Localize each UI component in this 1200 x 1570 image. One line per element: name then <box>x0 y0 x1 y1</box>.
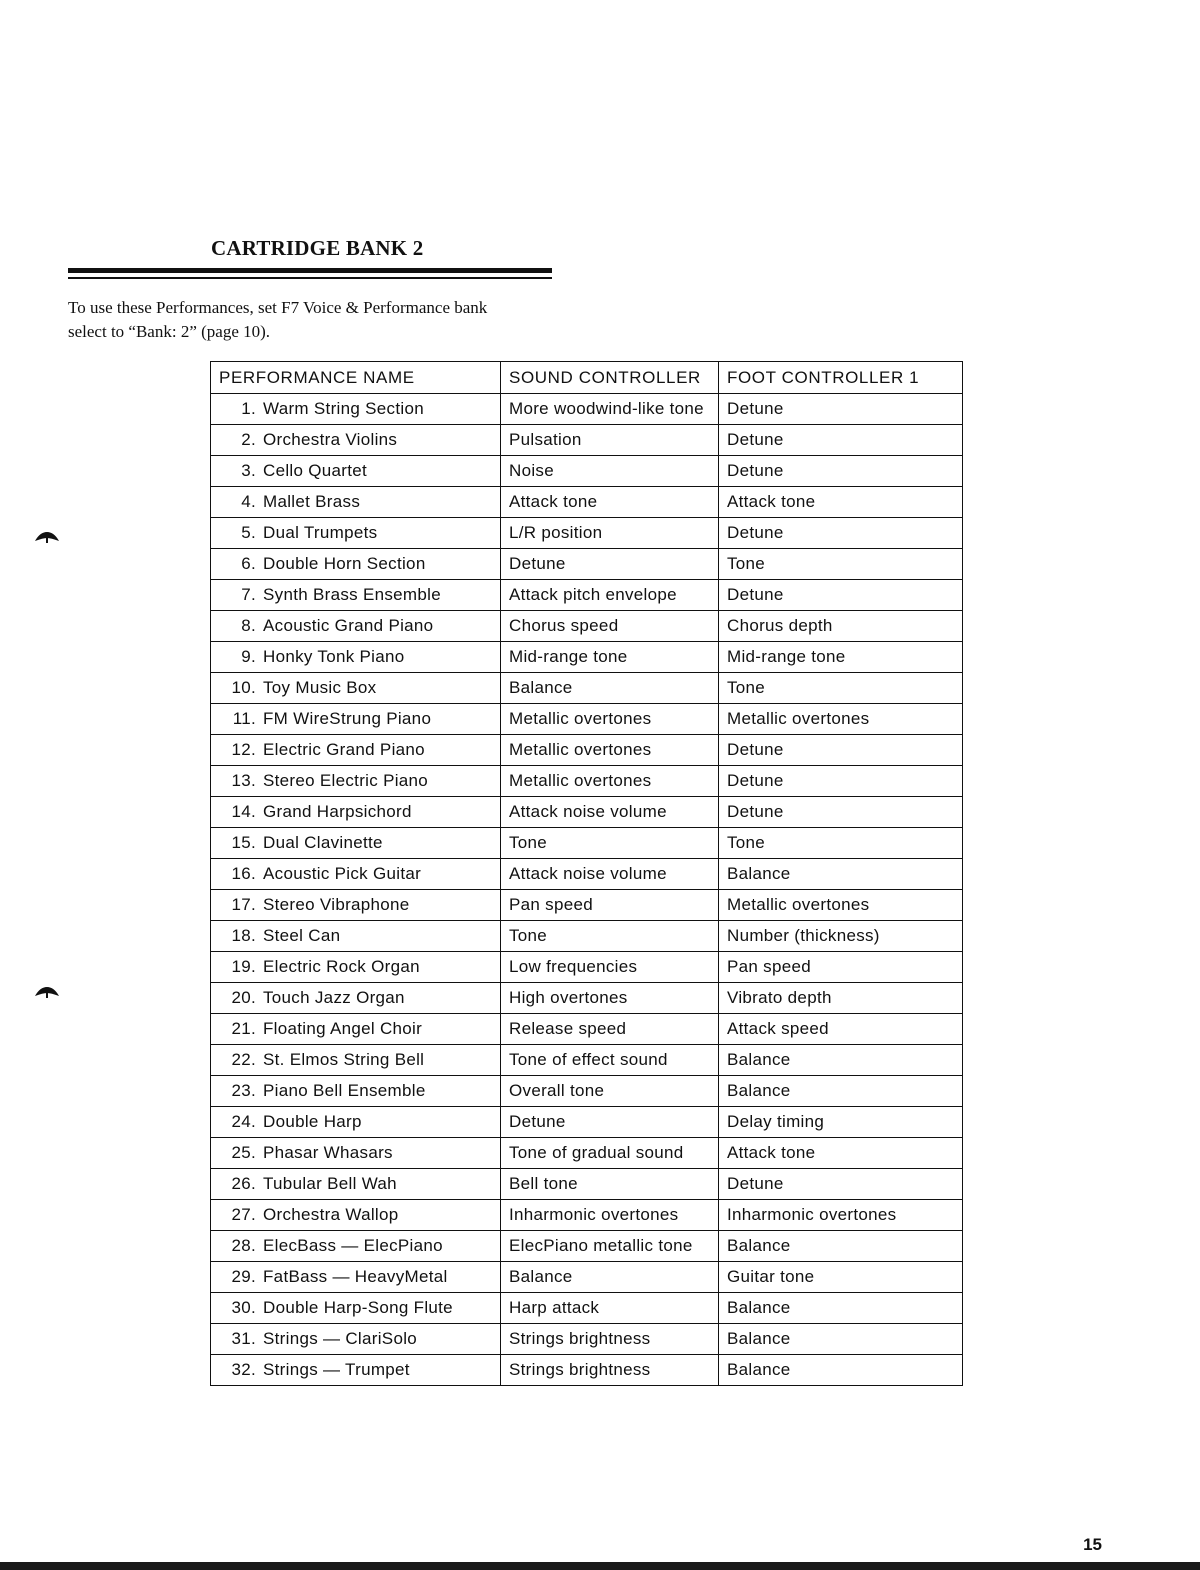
foot-controller-cell: Detune <box>719 456 963 487</box>
performance-name: Steel Can <box>263 926 341 945</box>
page-bottom-edge <box>0 1562 1200 1570</box>
sound-controller-cell: Tone of gradual sound <box>501 1138 719 1169</box>
table-header-row <box>211 362 963 394</box>
foot-controller-cell: Balance <box>719 1045 963 1076</box>
performance-name-cell <box>211 828 501 859</box>
table-row <box>211 673 963 704</box>
table-row <box>211 425 963 456</box>
performance-name-cell <box>211 456 501 487</box>
performance-name: Double Harp <box>263 1112 362 1131</box>
performance-number: 5. <box>241 523 256 542</box>
table-row <box>211 735 963 766</box>
performance-name-cell <box>211 1231 501 1262</box>
performance-number: 30. <box>231 1298 256 1317</box>
performance-name: Double Horn Section <box>263 554 426 573</box>
performance-name: Floating Angel Choir <box>263 1019 423 1038</box>
sound-controller-cell: High overtones <box>501 983 719 1014</box>
performance-name-cell <box>211 1107 501 1138</box>
foot-controller-cell: Attack tone <box>719 1138 963 1169</box>
performance-number: 21. <box>231 1019 256 1038</box>
performance-name: Honky Tonk Piano <box>263 647 405 666</box>
performance-name: Strings — ClariSolo <box>263 1329 418 1348</box>
performance-name: Orchestra Violins <box>263 430 398 449</box>
performance-name-cell <box>211 425 501 456</box>
performance-name: Piano Bell Ensemble <box>263 1081 426 1100</box>
performance-name: Synth Brass Ensemble <box>263 585 441 604</box>
foot-controller-cell: Detune <box>719 394 963 425</box>
foot-controller-cell: Detune <box>719 735 963 766</box>
performance-name: Double Harp-Song Flute <box>263 1298 453 1317</box>
performance-name: Electric Grand Piano <box>263 740 425 759</box>
performance-name-cell <box>211 1138 501 1169</box>
performance-name-cell <box>211 1014 501 1045</box>
performance-number: 10. <box>231 678 256 697</box>
foot-controller-cell: Pan speed <box>719 952 963 983</box>
performance-name: Dual Trumpets <box>263 523 378 542</box>
performance-number: 23. <box>231 1081 256 1100</box>
performance-number: 29. <box>231 1267 256 1286</box>
performance-name-cell <box>211 518 501 549</box>
sound-controller-cell: Bell tone <box>501 1169 719 1200</box>
table-row <box>211 487 963 518</box>
performance-name: Toy Music Box <box>263 678 377 697</box>
table-row <box>211 1324 963 1355</box>
foot-controller-cell: Metallic overtones <box>719 704 963 735</box>
table-row <box>211 1231 963 1262</box>
sound-controller-cell: Strings brightness <box>501 1355 719 1386</box>
sound-controller-cell: Inharmonic overtones <box>501 1200 719 1231</box>
sound-controller-cell: Attack tone <box>501 487 719 518</box>
table-row <box>211 766 963 797</box>
foot-controller-cell: Balance <box>719 1231 963 1262</box>
foot-controller-cell: Balance <box>719 1355 963 1386</box>
sound-controller-cell: Metallic overtones <box>501 704 719 735</box>
foot-controller-cell: Tone <box>719 828 963 859</box>
performance-name-cell <box>211 859 501 890</box>
sound-controller-cell: More woodwind-like tone <box>501 394 719 425</box>
performance-name: Warm String Section <box>263 399 424 418</box>
table-row <box>211 1076 963 1107</box>
sound-controller-cell: Chorus speed <box>501 611 719 642</box>
performance-name: Phasar Whasars <box>263 1143 393 1162</box>
performance-name: Grand Harpsichord <box>263 802 412 821</box>
sound-controller-cell: Pulsation <box>501 425 719 456</box>
performance-name-cell <box>211 487 501 518</box>
sound-controller-cell: Balance <box>501 1262 719 1293</box>
foot-controller-cell: Attack speed <box>719 1014 963 1045</box>
performance-name-cell <box>211 673 501 704</box>
sound-controller-cell: Tone <box>501 921 719 952</box>
performance-number: 25. <box>231 1143 256 1162</box>
table-row <box>211 1045 963 1076</box>
table-row <box>211 952 963 983</box>
foot-controller-cell: Tone <box>719 673 963 704</box>
header-performance-name: PERFORMANCE NAME <box>211 362 501 394</box>
performance-name-cell <box>211 1076 501 1107</box>
heading-rule-thin <box>68 277 552 279</box>
performance-number: 14. <box>231 802 256 821</box>
performance-name: Strings — Trumpet <box>263 1360 410 1379</box>
page-heading: CARTRIDGE BANK 2 <box>211 236 424 260</box>
foot-controller-cell: Balance <box>719 1076 963 1107</box>
table-row <box>211 1014 963 1045</box>
foot-controller-cell: Balance <box>719 1324 963 1355</box>
table-row <box>211 704 963 735</box>
performance-name-cell <box>211 766 501 797</box>
sound-controller-cell: Metallic overtones <box>501 735 719 766</box>
sound-controller-cell: Low frequencies <box>501 952 719 983</box>
sound-controller-cell: Detune <box>501 1107 719 1138</box>
foot-controller-cell: Inharmonic overtones <box>719 1200 963 1231</box>
performance-name-cell <box>211 1355 501 1386</box>
table-row <box>211 983 963 1014</box>
sound-controller-cell: Attack pitch envelope <box>501 580 719 611</box>
performance-name: FatBass — HeavyMetal <box>263 1267 448 1286</box>
performance-name: Mallet Brass <box>263 492 361 511</box>
table-row <box>211 1138 963 1169</box>
performance-number: 4. <box>241 492 256 511</box>
performance-number: 15. <box>231 833 256 852</box>
performance-name-cell <box>211 704 501 735</box>
performance-name: FM WireStrung Piano <box>263 709 432 728</box>
performance-name: Touch Jazz Organ <box>263 988 405 1007</box>
sound-controller-cell: Mid-range tone <box>501 642 719 673</box>
performance-name: Electric Rock Organ <box>263 957 420 976</box>
table-row <box>211 580 963 611</box>
sound-controller-cell: Tone <box>501 828 719 859</box>
performance-name-cell <box>211 983 501 1014</box>
sound-controller-cell: Pan speed <box>501 890 719 921</box>
foot-controller-cell: Balance <box>719 859 963 890</box>
performance-number: 11. <box>232 709 256 728</box>
performance-number: 31. <box>231 1329 256 1348</box>
performance-number: 1. <box>241 399 256 418</box>
sound-controller-cell: ElecPiano metallic tone <box>501 1231 719 1262</box>
performance-name-cell <box>211 1293 501 1324</box>
performance-name-cell <box>211 1169 501 1200</box>
table-row <box>211 797 963 828</box>
performance-name-cell <box>211 642 501 673</box>
performance-name: Cello Quartet <box>263 461 368 480</box>
performance-number: 6. <box>241 554 256 573</box>
foot-controller-cell: Tone <box>719 549 963 580</box>
foot-controller-cell: Guitar tone <box>719 1262 963 1293</box>
performance-number: 26. <box>231 1174 256 1193</box>
performance-number: 9. <box>241 647 256 666</box>
heading-rule-thick <box>68 268 552 273</box>
sound-controller-cell: Balance <box>501 673 719 704</box>
foot-controller-cell: Attack tone <box>719 487 963 518</box>
table-row <box>211 921 963 952</box>
performance-name-cell <box>211 890 501 921</box>
performance-number: 19. <box>231 957 256 976</box>
table-row <box>211 1107 963 1138</box>
performance-name-cell <box>211 1045 501 1076</box>
performance-number: 2. <box>241 430 256 449</box>
table-row <box>211 456 963 487</box>
sound-controller-cell: Metallic overtones <box>501 766 719 797</box>
change-marker-icon <box>34 531 60 543</box>
sound-controller-cell: Attack noise volume <box>501 859 719 890</box>
table-row <box>211 518 963 549</box>
foot-controller-cell: Detune <box>719 580 963 611</box>
foot-controller-cell: Chorus depth <box>719 611 963 642</box>
intro-paragraph <box>68 296 568 344</box>
foot-controller-cell: Delay timing <box>719 1107 963 1138</box>
performance-name-cell <box>211 611 501 642</box>
performance-name-cell <box>211 549 501 580</box>
sound-controller-cell: Detune <box>501 549 719 580</box>
performance-table <box>210 361 963 1386</box>
header-sound-controller: SOUND CONTROLLER <box>501 362 719 394</box>
performance-number: 32. <box>231 1360 256 1379</box>
performance-number: 28. <box>231 1236 256 1255</box>
table-row <box>211 890 963 921</box>
foot-controller-cell: Detune <box>719 766 963 797</box>
foot-controller-cell: Detune <box>719 1169 963 1200</box>
table-row <box>211 549 963 580</box>
intro-line-2: select to “Bank: 2” (page 10). <box>68 322 271 341</box>
performance-name-cell <box>211 1262 501 1293</box>
table-row <box>211 1169 963 1200</box>
foot-controller-cell: Number (thickness) <box>719 921 963 952</box>
foot-controller-cell: Detune <box>719 425 963 456</box>
performance-name-cell <box>211 580 501 611</box>
table-row <box>211 394 963 425</box>
foot-controller-cell: Detune <box>719 797 963 828</box>
performance-name: Stereo Vibraphone <box>263 895 410 914</box>
table-row <box>211 611 963 642</box>
sound-controller-cell: Harp attack <box>501 1293 719 1324</box>
table-row <box>211 642 963 673</box>
performance-name: Tubular Bell Wah <box>263 1174 397 1193</box>
performance-name: St. Elmos String Bell <box>263 1050 425 1069</box>
table-row <box>211 1293 963 1324</box>
performance-number: 7. <box>241 585 256 604</box>
performance-number: 27. <box>231 1205 256 1224</box>
performance-name-cell <box>211 952 501 983</box>
performance-number: 12. <box>231 740 256 759</box>
sound-controller-cell: Tone of effect sound <box>501 1045 719 1076</box>
sound-controller-cell: Noise <box>501 456 719 487</box>
performance-name: Stereo Electric Piano <box>263 771 429 790</box>
foot-controller-cell: Metallic overtones <box>719 890 963 921</box>
performance-number: 3. <box>241 461 256 480</box>
sound-controller-cell: L/R position <box>501 518 719 549</box>
performance-name-cell <box>211 394 501 425</box>
performance-name: ElecBass — ElecPiano <box>263 1236 443 1255</box>
page-number: 15 <box>1083 1535 1102 1554</box>
intro-line-1: To use these Performances, set F7 Voice & Performance bank <box>68 298 488 317</box>
sound-controller-cell: Attack noise volume <box>501 797 719 828</box>
performance-name-cell <box>211 735 501 766</box>
foot-controller-cell: Balance <box>719 1293 963 1324</box>
performance-number: 24. <box>231 1112 256 1131</box>
table-row <box>211 828 963 859</box>
performance-number: 22. <box>231 1050 256 1069</box>
sound-controller-cell: Release speed <box>501 1014 719 1045</box>
performance-name-cell <box>211 921 501 952</box>
header-foot-controller-1: FOOT CONTROLLER 1 <box>719 362 963 394</box>
table-row <box>211 1200 963 1231</box>
performance-name-cell <box>211 797 501 828</box>
table-row <box>211 1262 963 1293</box>
sound-controller-cell: Strings brightness <box>501 1324 719 1355</box>
performance-number: 8. <box>241 616 256 635</box>
change-marker-icon <box>34 986 60 998</box>
foot-controller-cell: Mid-range tone <box>719 642 963 673</box>
performance-number: 17. <box>231 895 256 914</box>
sound-controller-cell: Overall tone <box>501 1076 719 1107</box>
performance-name-cell <box>211 1324 501 1355</box>
performance-number: 20. <box>231 988 256 1007</box>
performance-number: 16. <box>231 864 256 883</box>
performance-number: 13. <box>231 771 256 790</box>
performance-number: 18. <box>231 926 256 945</box>
performance-name: Orchestra Wallop <box>263 1205 399 1224</box>
performance-name: Acoustic Pick Guitar <box>263 864 422 883</box>
foot-controller-cell: Vibrato depth <box>719 983 963 1014</box>
performance-name-cell <box>211 1200 501 1231</box>
table-row <box>211 1355 963 1386</box>
table-row <box>211 859 963 890</box>
performance-name: Acoustic Grand Piano <box>263 616 434 635</box>
foot-controller-cell: Detune <box>719 518 963 549</box>
performance-name: Dual Clavinette <box>263 833 383 852</box>
